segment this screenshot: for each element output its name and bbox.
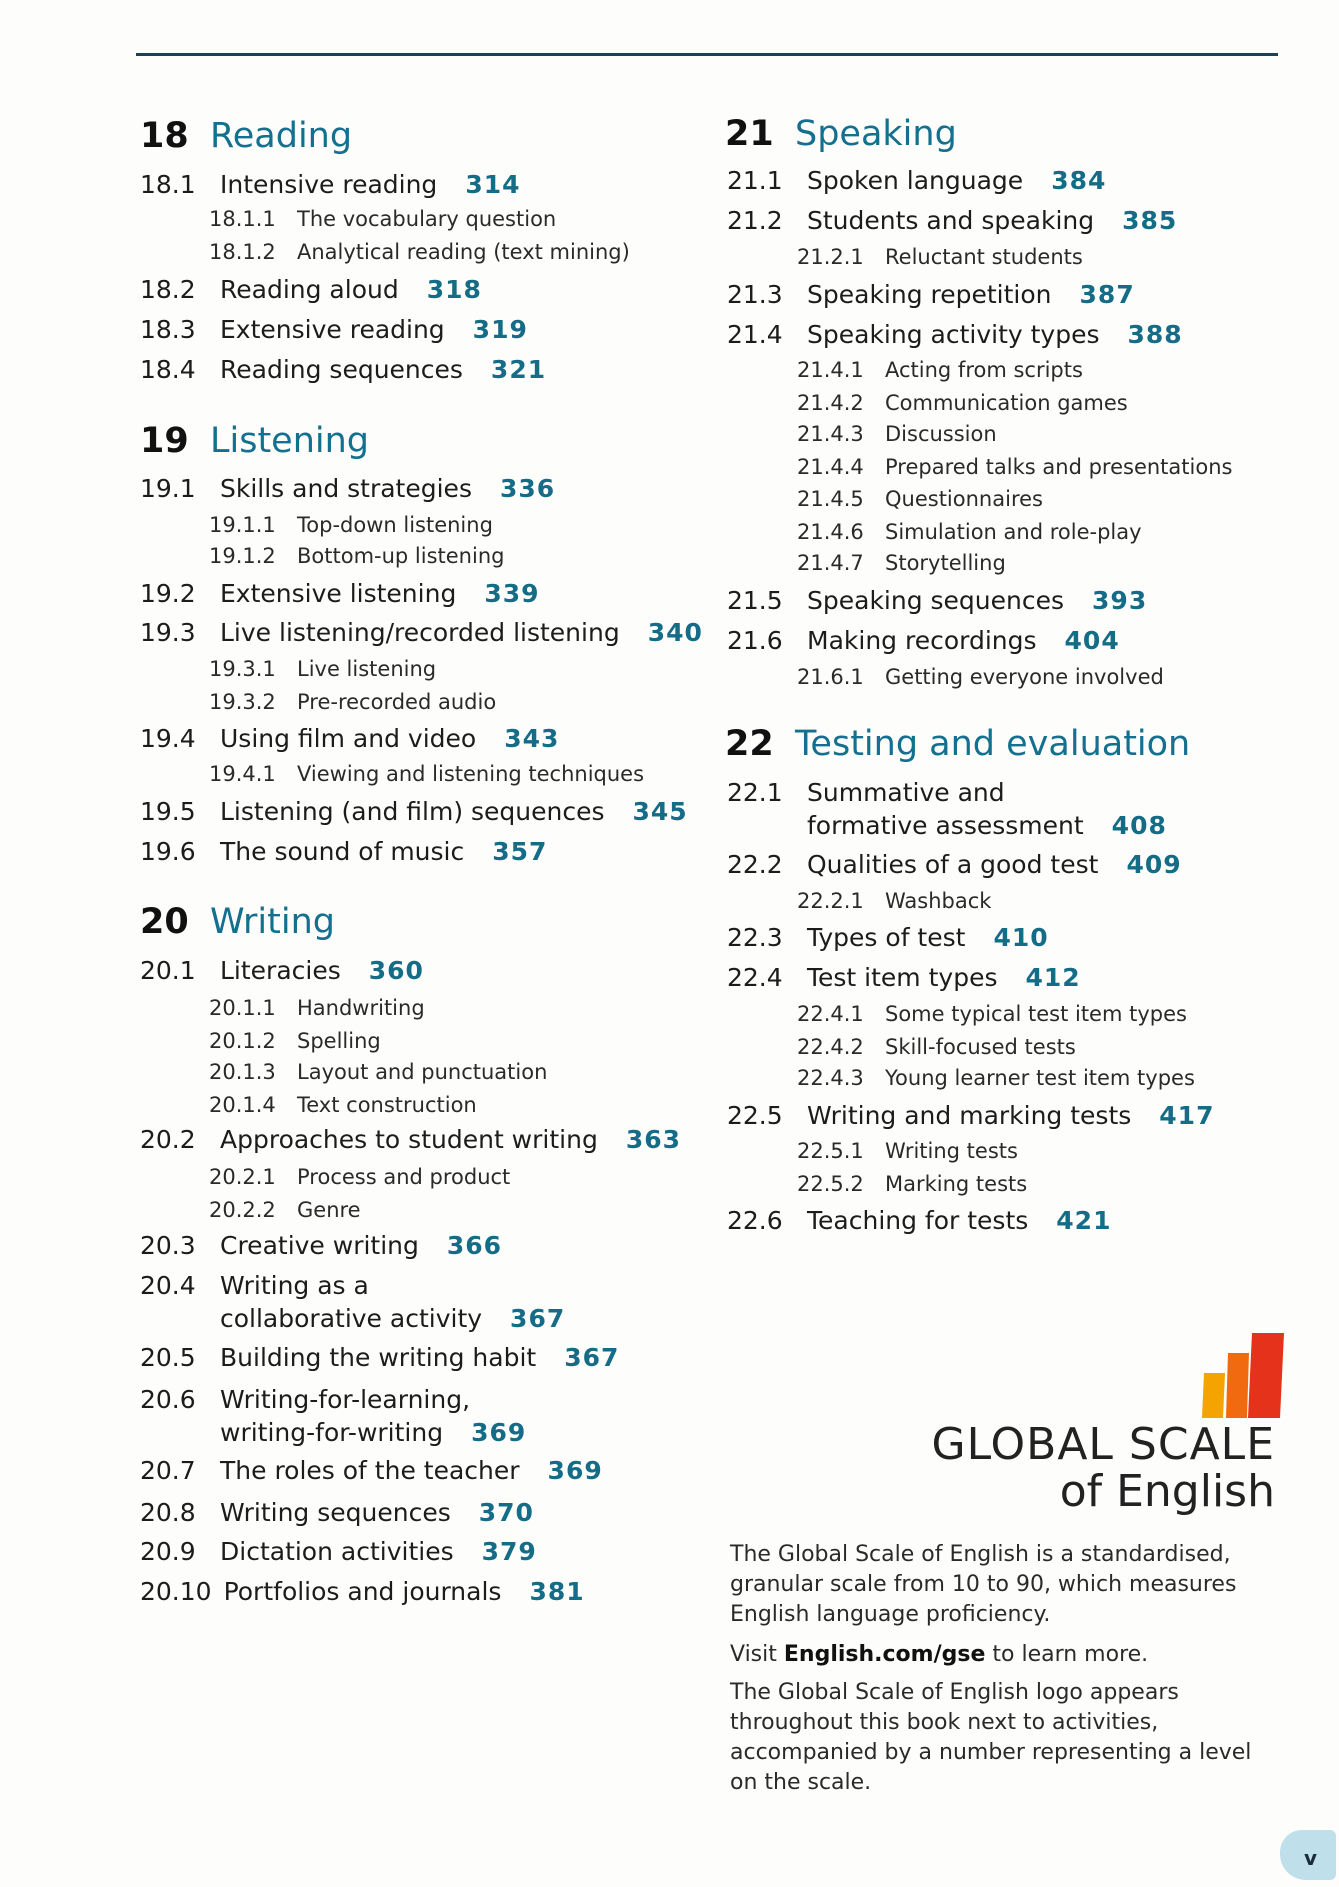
page-number-link[interactable]: 367 xyxy=(510,1304,566,1334)
page-number-link[interactable]: 314 xyxy=(465,169,521,199)
page-number-link[interactable]: 421 xyxy=(1056,1205,1112,1235)
entry-number: 21.4.6 xyxy=(797,519,864,544)
entry-number: 20.2.1 xyxy=(209,1164,276,1189)
entry-number: 20.3 xyxy=(140,1231,196,1261)
entry-title: Bottom-up listening xyxy=(297,544,505,569)
entry-title: Spelling xyxy=(297,1028,381,1053)
page-number-link[interactable]: 340 xyxy=(647,617,703,647)
entry-title: Top-down listening xyxy=(297,512,493,537)
toc-section xyxy=(140,273,482,307)
entry-title: Test item types xyxy=(807,963,998,993)
toc-section xyxy=(140,1383,527,1447)
entry-number: 20.10 xyxy=(140,1576,212,1606)
toc-subsection xyxy=(797,517,1142,547)
entry-title: Marking tests xyxy=(885,1172,1028,1197)
gse-link[interactable]: English.com/gse xyxy=(783,1642,986,1667)
entry-number: 18.1.1 xyxy=(209,207,276,232)
entry-title: Using film and video xyxy=(220,723,477,753)
entry-number: 20.1.4 xyxy=(209,1093,276,1118)
page-number-link[interactable]: 384 xyxy=(1051,166,1107,196)
entry-number: 20.8 xyxy=(140,1497,196,1527)
toc-subsection xyxy=(209,1026,381,1056)
toc-subsection xyxy=(797,242,1083,272)
page-number-link[interactable]: 409 xyxy=(1126,850,1182,880)
page-number-link[interactable]: 388 xyxy=(1127,319,1183,349)
entry-number: 18.3 xyxy=(140,314,196,344)
toc-section xyxy=(140,722,559,756)
entry-number: 19.1 xyxy=(140,474,196,504)
page-number-link[interactable]: 379 xyxy=(481,1536,537,1566)
toc-subsection xyxy=(797,1063,1195,1093)
toc-subsection xyxy=(209,237,630,267)
entry-title: Process and product xyxy=(297,1164,511,1189)
entry-number: 21.2.1 xyxy=(797,244,864,269)
toc-section xyxy=(140,313,528,347)
page-number-link[interactable]: 366 xyxy=(446,1231,503,1261)
page-number-link[interactable]: 360 xyxy=(368,956,424,986)
toc-section xyxy=(727,318,1183,352)
toc-section xyxy=(140,1454,603,1488)
entry-title-line xyxy=(220,1269,565,1302)
toc-subsection xyxy=(797,1032,1076,1062)
toc-subsection xyxy=(797,662,1164,692)
entry-title: Literacies xyxy=(220,956,341,986)
page-number-link[interactable]: 369 xyxy=(547,1456,603,1486)
entry-number: 21 xyxy=(725,113,774,154)
toc-section xyxy=(727,848,1182,882)
toc-section xyxy=(140,353,546,387)
page-number-link[interactable]: 404 xyxy=(1064,626,1120,656)
page-number-link[interactable]: 357 xyxy=(492,836,548,866)
toc-subsection xyxy=(209,687,496,717)
gse-logo-title: GLOBAL SCALE xyxy=(931,1419,1275,1470)
entry-number: 20.1.1 xyxy=(209,995,276,1020)
toc-section xyxy=(140,1575,585,1609)
entry-number: 21.4.1 xyxy=(797,357,864,382)
entry-title: Analytical reading (text mining) xyxy=(297,239,630,264)
toc-section xyxy=(140,1229,502,1263)
entry-number: 22.2 xyxy=(727,850,783,880)
entry-title: Building the writing habit xyxy=(220,1343,537,1373)
entry-number: 22 xyxy=(725,723,774,764)
entry-number: 21.3 xyxy=(727,279,783,309)
entry-number: 20.4 xyxy=(140,1271,196,1301)
entry-title: Making recordings xyxy=(807,626,1037,656)
entry-number: 21.4.7 xyxy=(797,551,864,576)
entry-number: 19.2 xyxy=(140,578,196,608)
entry-number: 19.3 xyxy=(140,617,196,647)
page-number-link[interactable]: 321 xyxy=(490,354,547,384)
toc-subsection xyxy=(797,999,1187,1029)
top-rule xyxy=(136,53,1278,56)
entry-number: 22.1 xyxy=(727,778,783,808)
entry-title-line xyxy=(807,809,1167,842)
page-number-link[interactable]: 393 xyxy=(1092,586,1148,616)
toc-section xyxy=(140,795,688,829)
entry-title: Reluctant students xyxy=(885,244,1083,269)
toc-subsection xyxy=(797,355,1083,385)
entry-title: writing-for-writing xyxy=(220,1417,444,1447)
entry-title: Writing tests xyxy=(885,1139,1018,1164)
entry-number: 21.1 xyxy=(727,166,783,196)
toc-section xyxy=(140,1496,534,1530)
page-number: v xyxy=(1304,1846,1318,1870)
visit-text-end: to learn more. xyxy=(985,1642,1149,1667)
toc-section xyxy=(140,616,703,650)
toc-subsection xyxy=(797,1169,1027,1199)
toc-subsection xyxy=(209,1195,361,1225)
entry-number: 20.6 xyxy=(140,1384,196,1414)
entry-title: Storytelling xyxy=(885,551,1006,576)
visit-text: Visit xyxy=(730,1642,784,1667)
gse-logo-bars-icon xyxy=(1200,1330,1290,1420)
entry-title: Questionnaires xyxy=(885,486,1043,511)
toc-section xyxy=(140,577,540,611)
entry-number: 18.2 xyxy=(140,274,196,304)
toc-subsection xyxy=(797,548,1006,578)
toc-subsection xyxy=(797,419,997,449)
toc-subsection xyxy=(209,204,556,234)
entry-title: Extensive listening xyxy=(220,578,457,608)
entry-title: Spoken language xyxy=(807,166,1024,196)
entry-number: 18 xyxy=(140,116,189,157)
toc-section xyxy=(727,961,1081,995)
entry-title: Speaking sequences xyxy=(807,586,1065,616)
entry-title-line xyxy=(220,1416,526,1449)
entry-number: 22.4 xyxy=(727,963,783,993)
entry-title: Speaking activity types xyxy=(807,319,1100,349)
entry-title: Testing and evaluation xyxy=(795,723,1191,764)
entry-title: Writing-for-learning, xyxy=(220,1384,471,1414)
page-number-link[interactable]: 417 xyxy=(1159,1100,1215,1130)
entry-title: Writing sequences xyxy=(220,1497,451,1527)
toc-section xyxy=(727,921,1049,955)
toc-subsection xyxy=(209,993,425,1023)
entry-title: Text construction xyxy=(297,1093,477,1118)
entry-number: 21.6 xyxy=(727,626,783,656)
entry-title: Students and speaking xyxy=(807,206,1095,236)
entry-number: 19.6 xyxy=(140,836,196,866)
toc-section xyxy=(727,204,1177,238)
entry-title: collaborative activity xyxy=(220,1304,483,1334)
entry-title: Writing xyxy=(210,902,335,943)
toc-section xyxy=(727,278,1135,312)
entry-title: The vocabulary question xyxy=(297,207,557,232)
entry-number: 20.2 xyxy=(140,1125,196,1155)
entry-title: Genre xyxy=(297,1197,361,1222)
entry-number: 20.2.2 xyxy=(209,1197,276,1222)
entry-title: Listening (and film) sequences xyxy=(220,796,605,826)
entry-title: Types of test xyxy=(807,923,966,953)
page-number-link[interactable]: 343 xyxy=(504,723,560,753)
entry-title: Young learner test item types xyxy=(885,1066,1195,1091)
entry-number: 20.1 xyxy=(140,956,196,986)
entry-number: 22.5 xyxy=(727,1100,783,1130)
toc-section xyxy=(140,1123,681,1157)
page-number-link[interactable]: 318 xyxy=(426,274,482,304)
entry-title: Summative and xyxy=(807,778,1005,808)
entry-number: 19.4.1 xyxy=(209,762,276,786)
page-number-link[interactable]: 336 xyxy=(499,474,556,504)
chapter-heading xyxy=(725,112,957,156)
entry-title-line xyxy=(807,776,1167,809)
entry-title: Reading aloud xyxy=(220,274,399,304)
entry-title: Approaches to student writing xyxy=(220,1125,598,1155)
page-number-link[interactable]: 387 xyxy=(1079,279,1135,309)
entry-number: 22.3 xyxy=(727,923,783,953)
toc-section xyxy=(140,472,555,506)
entry-title: Writing and marking tests xyxy=(807,1100,1132,1130)
entry-title: Extensive reading xyxy=(220,314,445,344)
entry-number: 19.3.1 xyxy=(209,657,276,682)
entry-title: Viewing and listening techniques xyxy=(297,762,645,786)
chapter-heading xyxy=(140,419,369,463)
entry-number: 18.1 xyxy=(140,169,196,199)
entry-title: formative assessment xyxy=(807,811,1084,841)
entry-number: 21.4 xyxy=(727,319,783,349)
entry-number: 20 xyxy=(140,902,189,943)
toc-section xyxy=(140,1269,566,1334)
entry-number: 20.9 xyxy=(140,1536,196,1566)
entry-title: Simulation and role-play xyxy=(885,519,1142,544)
gse-logo-note: The Global Scale of English logo appears throughout this book next to activities, accompanied by a number representing a level on the scale. xyxy=(730,1680,1252,1795)
entry-title: Portfolios and journals xyxy=(223,1576,502,1606)
gse-visit xyxy=(730,1640,1270,1670)
entry-number: 19.1.2 xyxy=(209,544,276,569)
gse-description: The Global Scale of English is a standardised, granular scale from 10 to 90, which measures English language proficiency. xyxy=(730,1542,1237,1627)
entry-number: 21.2 xyxy=(727,206,783,236)
entry-title: Getting everyone involved xyxy=(885,664,1164,689)
entry-number: 21.4.2 xyxy=(797,390,864,415)
toc-section xyxy=(140,835,547,869)
entry-title: Washback xyxy=(885,888,992,913)
entry-title: Reading sequences xyxy=(220,354,463,384)
entry-number: 22.4.3 xyxy=(797,1066,864,1091)
entry-title-line xyxy=(220,1383,526,1416)
entry-title: Pre-recorded audio xyxy=(297,690,497,715)
toc-section xyxy=(727,1204,1111,1238)
entry-title: Writing as a xyxy=(220,1271,369,1301)
toc-section xyxy=(727,1099,1214,1133)
entry-number: 22.6 xyxy=(727,1205,783,1235)
toc-subsection xyxy=(209,1090,477,1120)
page-number-link[interactable]: 381 xyxy=(529,1576,585,1606)
entry-number: 20.7 xyxy=(140,1456,196,1486)
page-number-link[interactable]: 412 xyxy=(1025,963,1081,993)
entry-title: Teaching for tests xyxy=(807,1205,1029,1235)
toc-subsection xyxy=(209,1057,547,1087)
page-number-link[interactable]: 319 xyxy=(472,314,528,344)
entry-title: Intensive reading xyxy=(220,169,438,199)
page-number-link[interactable]: 369 xyxy=(471,1417,527,1447)
toc-subsection xyxy=(209,759,644,789)
entry-number: 21.4.4 xyxy=(797,455,864,480)
toc-section xyxy=(727,584,1147,618)
entry-title: Speaking repetition xyxy=(807,279,1052,309)
entry-number: 22.5.1 xyxy=(797,1139,864,1164)
entry-title: Listening xyxy=(210,420,370,461)
toc-subsection xyxy=(209,654,436,684)
entry-title: Live listening/recorded listening xyxy=(220,617,620,647)
toc-section xyxy=(140,168,521,202)
page-number-link[interactable]: 410 xyxy=(993,923,1049,953)
entry-title: Discussion xyxy=(885,422,997,447)
entry-number: 21.4.5 xyxy=(797,486,864,511)
entry-number: 21.6.1 xyxy=(797,664,864,689)
entry-number: 20.1.2 xyxy=(209,1028,276,1053)
toc-section xyxy=(727,776,1167,841)
entry-number: 19.4 xyxy=(140,723,196,753)
entry-number: 21.5 xyxy=(727,586,783,616)
toc-section xyxy=(140,954,424,988)
toc-subsection xyxy=(209,1162,510,1192)
entry-title: The roles of the teacher xyxy=(220,1456,520,1486)
entry-title-line xyxy=(220,1302,565,1335)
entry-title: Layout and punctuation xyxy=(297,1060,548,1085)
entry-title: Some typical test item types xyxy=(885,1001,1187,1026)
toc-subsection xyxy=(209,510,493,540)
toc-section xyxy=(140,1341,619,1375)
entry-number: 22.2.1 xyxy=(797,888,864,913)
entry-title: Communication games xyxy=(885,390,1128,415)
entry-title: Reading xyxy=(210,116,353,157)
page-number-link[interactable]: 345 xyxy=(632,796,688,826)
entry-number: 18.1.2 xyxy=(209,239,276,264)
page-number-link[interactable]: 363 xyxy=(625,1125,682,1155)
entry-number: 18.4 xyxy=(140,354,196,384)
toc-subsection xyxy=(797,452,1232,482)
page-number-link[interactable]: 339 xyxy=(484,578,540,608)
toc-section xyxy=(727,624,1120,658)
entry-number: 20.1.3 xyxy=(209,1060,276,1085)
gse-logo-subtitle: of English xyxy=(1059,1466,1275,1517)
entry-title: Creative writing xyxy=(220,1231,419,1261)
toc-subsection xyxy=(797,1136,1018,1166)
page-number-link[interactable]: 408 xyxy=(1111,811,1167,841)
entry-number: 22.4.1 xyxy=(797,1001,864,1026)
entry-number: 20.5 xyxy=(140,1343,196,1373)
entry-title: Acting from scripts xyxy=(885,357,1083,382)
entry-title: The sound of music xyxy=(220,836,465,866)
entry-title: Qualities of a good test xyxy=(807,850,1099,880)
entry-title: Live listening xyxy=(297,657,437,682)
entry-number: 22.5.2 xyxy=(797,1172,864,1197)
entry-number: 19.3.2 xyxy=(209,690,276,715)
entry-number: 19.1.1 xyxy=(209,512,276,537)
entry-title: Prepared talks and presentations xyxy=(885,455,1233,480)
toc-subsection xyxy=(209,541,504,571)
entry-title: Handwriting xyxy=(297,995,425,1020)
chapter-heading xyxy=(140,900,335,944)
page-number-link[interactable]: 385 xyxy=(1122,206,1178,236)
entry-number: 21.4.3 xyxy=(797,422,864,447)
toc-subsection xyxy=(797,886,991,916)
toc-subsection xyxy=(797,388,1128,418)
entry-title: Skills and strategies xyxy=(220,474,472,504)
chapter-heading xyxy=(140,114,352,158)
entry-title: Speaking xyxy=(795,113,957,154)
toc-subsection xyxy=(797,484,1043,514)
chapter-heading xyxy=(725,722,1190,766)
toc-section xyxy=(140,1535,537,1569)
page-number-link[interactable]: 370 xyxy=(478,1497,534,1527)
entry-number: 22.4.2 xyxy=(797,1034,864,1059)
entry-number: 19 xyxy=(140,420,189,461)
toc-section xyxy=(727,164,1106,198)
entry-title: Skill-focused tests xyxy=(885,1034,1076,1059)
entry-title: Dictation activities xyxy=(220,1536,454,1566)
page-number-link[interactable]: 367 xyxy=(564,1343,620,1373)
entry-number: 19.5 xyxy=(140,796,196,826)
